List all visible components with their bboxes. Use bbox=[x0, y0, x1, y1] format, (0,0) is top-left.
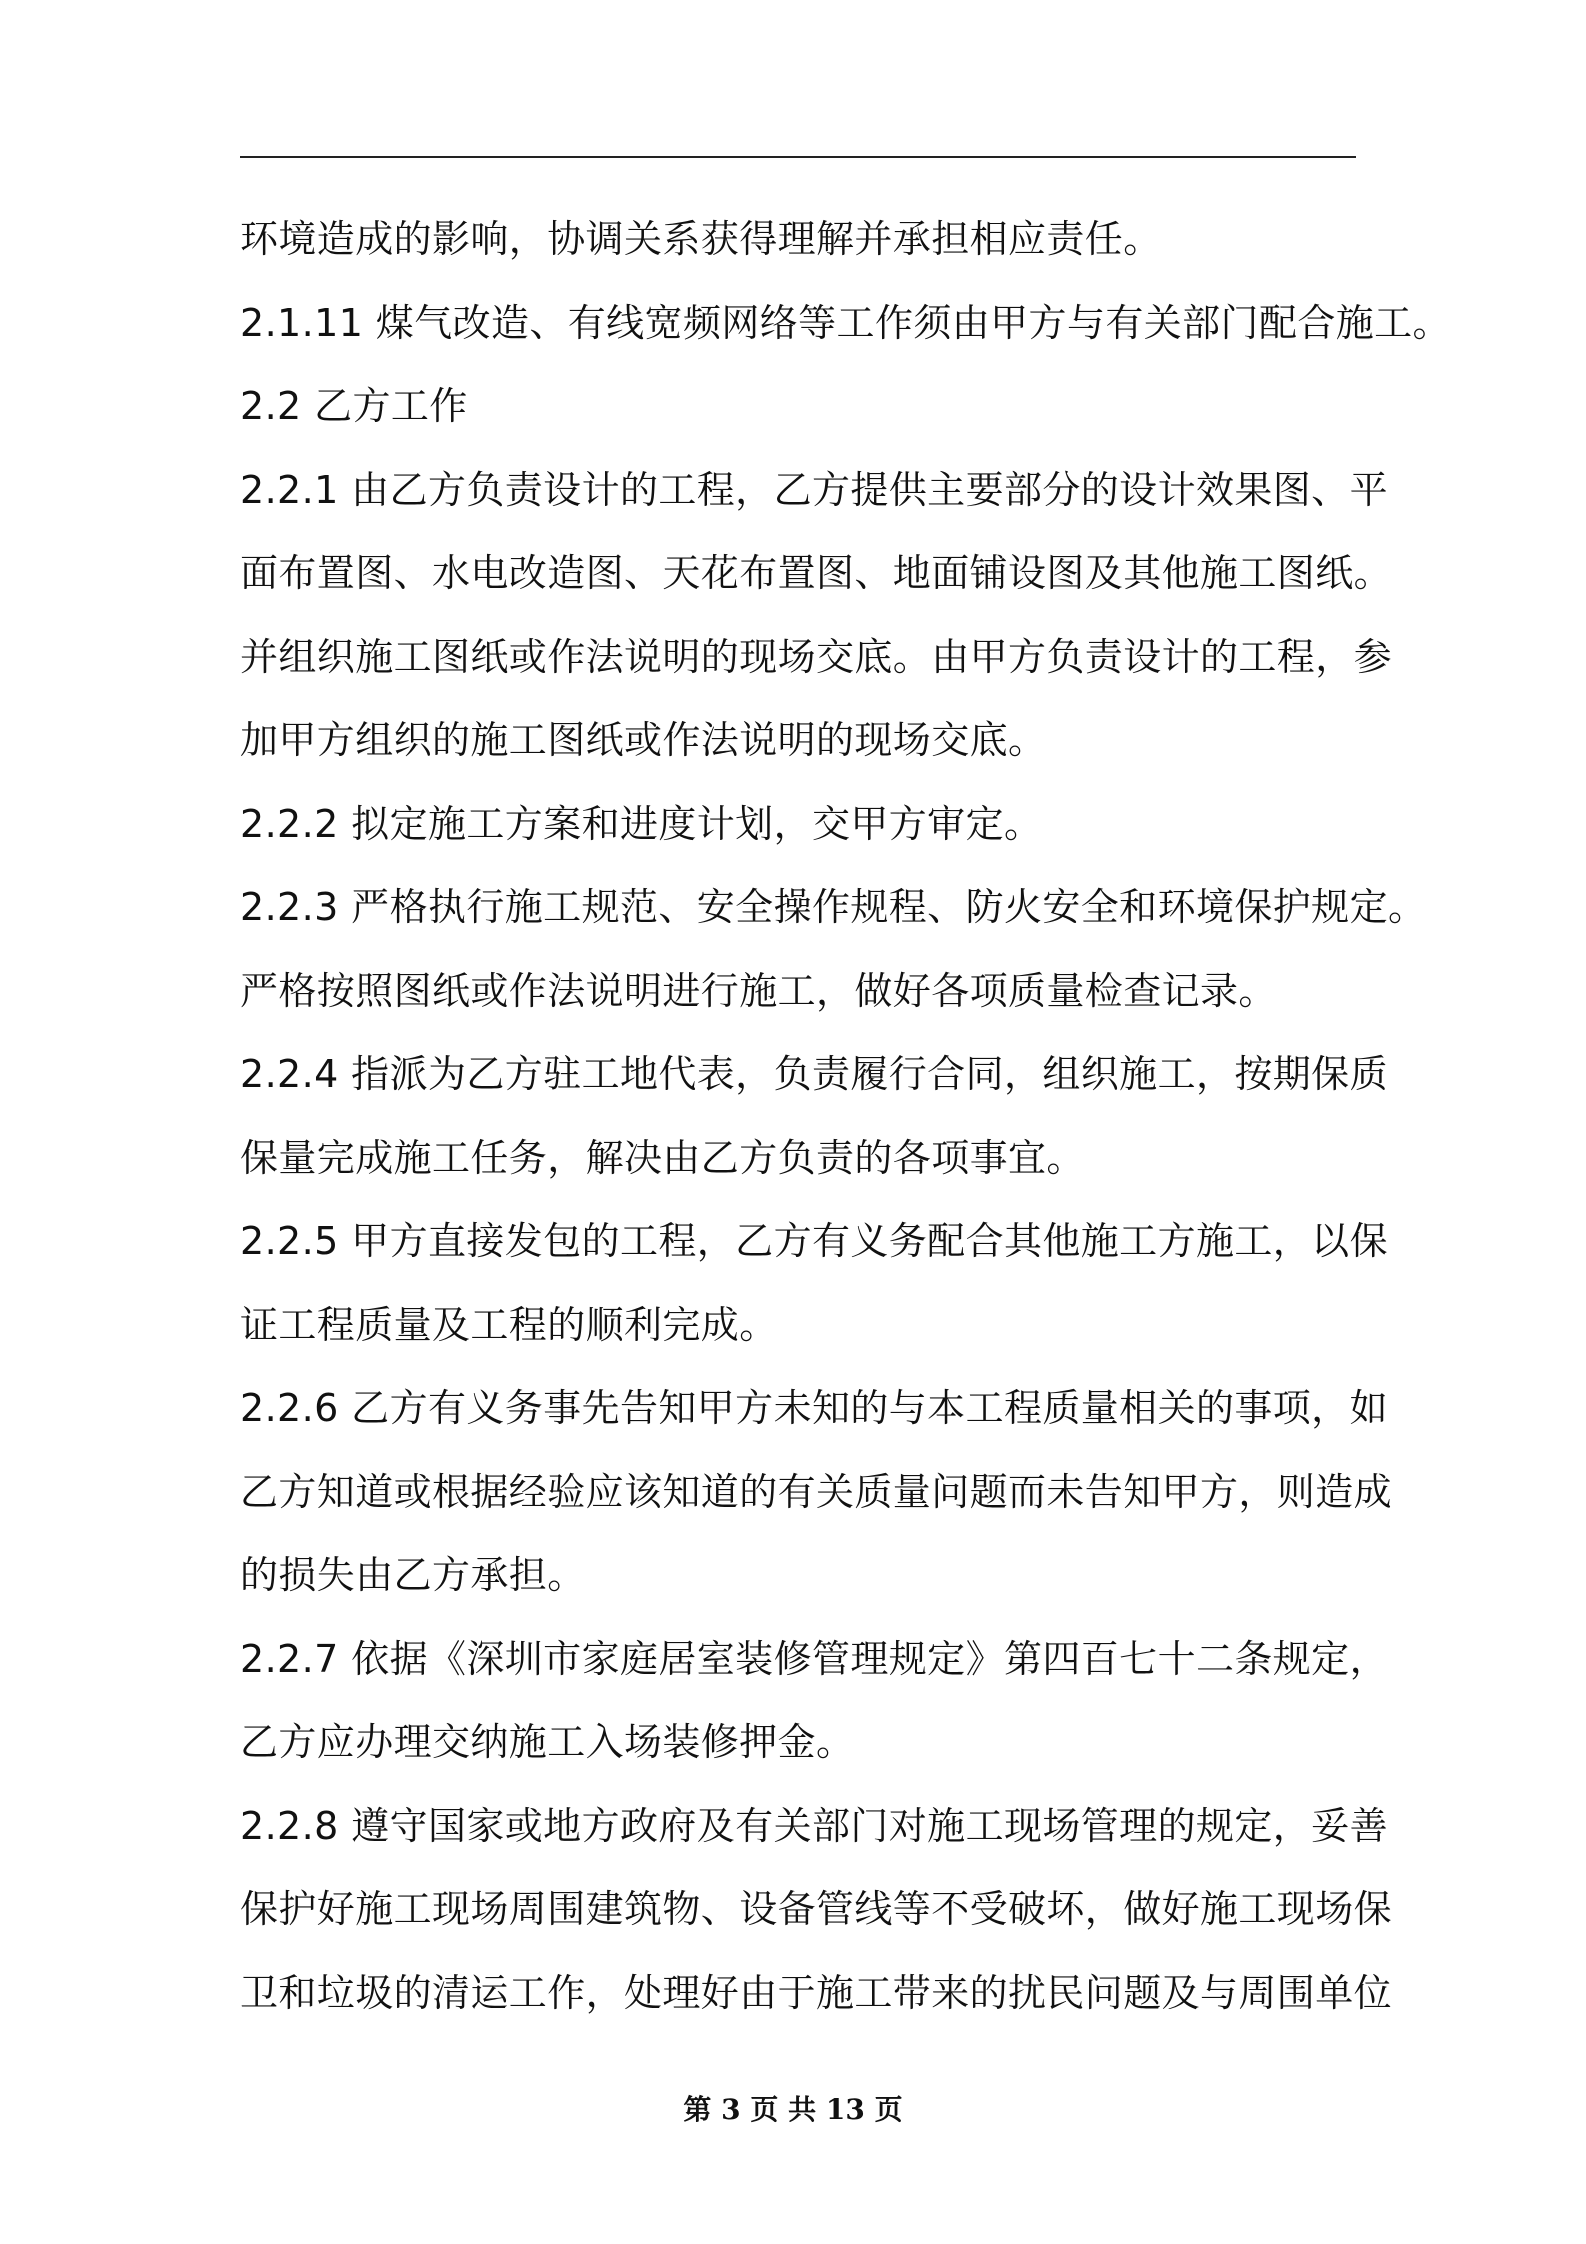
text-line: 2.2.4 指派为乙方驻工地代表，负责履行合同，组织施工，按期保质 bbox=[240, 1052, 1388, 1096]
text-line: 2.2.8 遵守国家或地方政府及有关部门对施工现场管理的规定，妥善 bbox=[240, 1803, 1388, 1848]
text-line: 2.2.5 甲方直接发包的工程，乙方有义务配合其他施工方施工，以保 bbox=[240, 1219, 1388, 1263]
text-line: 证工程质量及工程的顺利完成。 bbox=[240, 1302, 778, 1347]
text-line: 严格按照图纸或作法说明进行施工，做好各项质量检查记录。 bbox=[240, 968, 1277, 1013]
text-line: 2.1.11 煤气改造、有线宽频网络等工作须由甲方与有关部门配合施工。 bbox=[240, 300, 1451, 345]
text-line: 2.2.7 依据《深圳市家庭居室装修管理规定》第四百七十二条规定， bbox=[240, 1636, 1388, 1681]
text-line: 加甲方组织的施工图纸或作法说明的现场交底。 bbox=[240, 718, 1047, 762]
text-line: 2.2.6 乙方有义务事先告知甲方未知的与本工程质量相关的事项，如 bbox=[240, 1386, 1388, 1430]
document-body bbox=[240, 198, 1451, 2035]
text-line: 面布置图、水电改造图、天花布置图、地面铺设图及其他施工图纸。 bbox=[240, 551, 1393, 595]
text-line: 环境造成的影响，协调关系获得理解并承担相应责任。 bbox=[240, 217, 1162, 261]
text-line: 保量完成施工任务，解决由乙方负责的各项事宜。 bbox=[240, 1135, 1085, 1180]
page-number-footer: 第 3 页 共 13 页 bbox=[683, 2093, 903, 2126]
text-line: 保护好施工现场周围建筑物、设备管线等不受破坏，做好施工现场保 bbox=[240, 1887, 1393, 1931]
text-line: 乙方知道或根据经验应该知道的有关质量问题而未告知甲方，则造成 bbox=[240, 1469, 1393, 1514]
text-line: 乙方应办理交纳施工入场装修押金。 bbox=[240, 1720, 855, 1764]
text-line: 2.2.2 拟定施工方案和进度计划，交甲方审定。 bbox=[240, 801, 1043, 846]
header-rule bbox=[240, 156, 1356, 158]
text-line: 并组织施工图纸或作法说明的现场交底。由甲方负责设计的工程，参 bbox=[240, 634, 1393, 679]
section-heading: 2.2 乙方工作 bbox=[240, 384, 468, 428]
text-line: 2.2.1 由乙方负责设计的工程，乙方提供主要部分的设计效果图、平 bbox=[240, 467, 1388, 512]
text-line: 卫和垃圾的清运工作，处理好由于施工带来的扰民问题及与周围单位 bbox=[240, 1970, 1393, 2015]
text-line: 2.2.3 严格执行施工规范、安全操作规程、防火安全和环境保护规定。 bbox=[240, 885, 1427, 929]
text-line: 的损失由乙方承担。 bbox=[240, 1553, 586, 1597]
